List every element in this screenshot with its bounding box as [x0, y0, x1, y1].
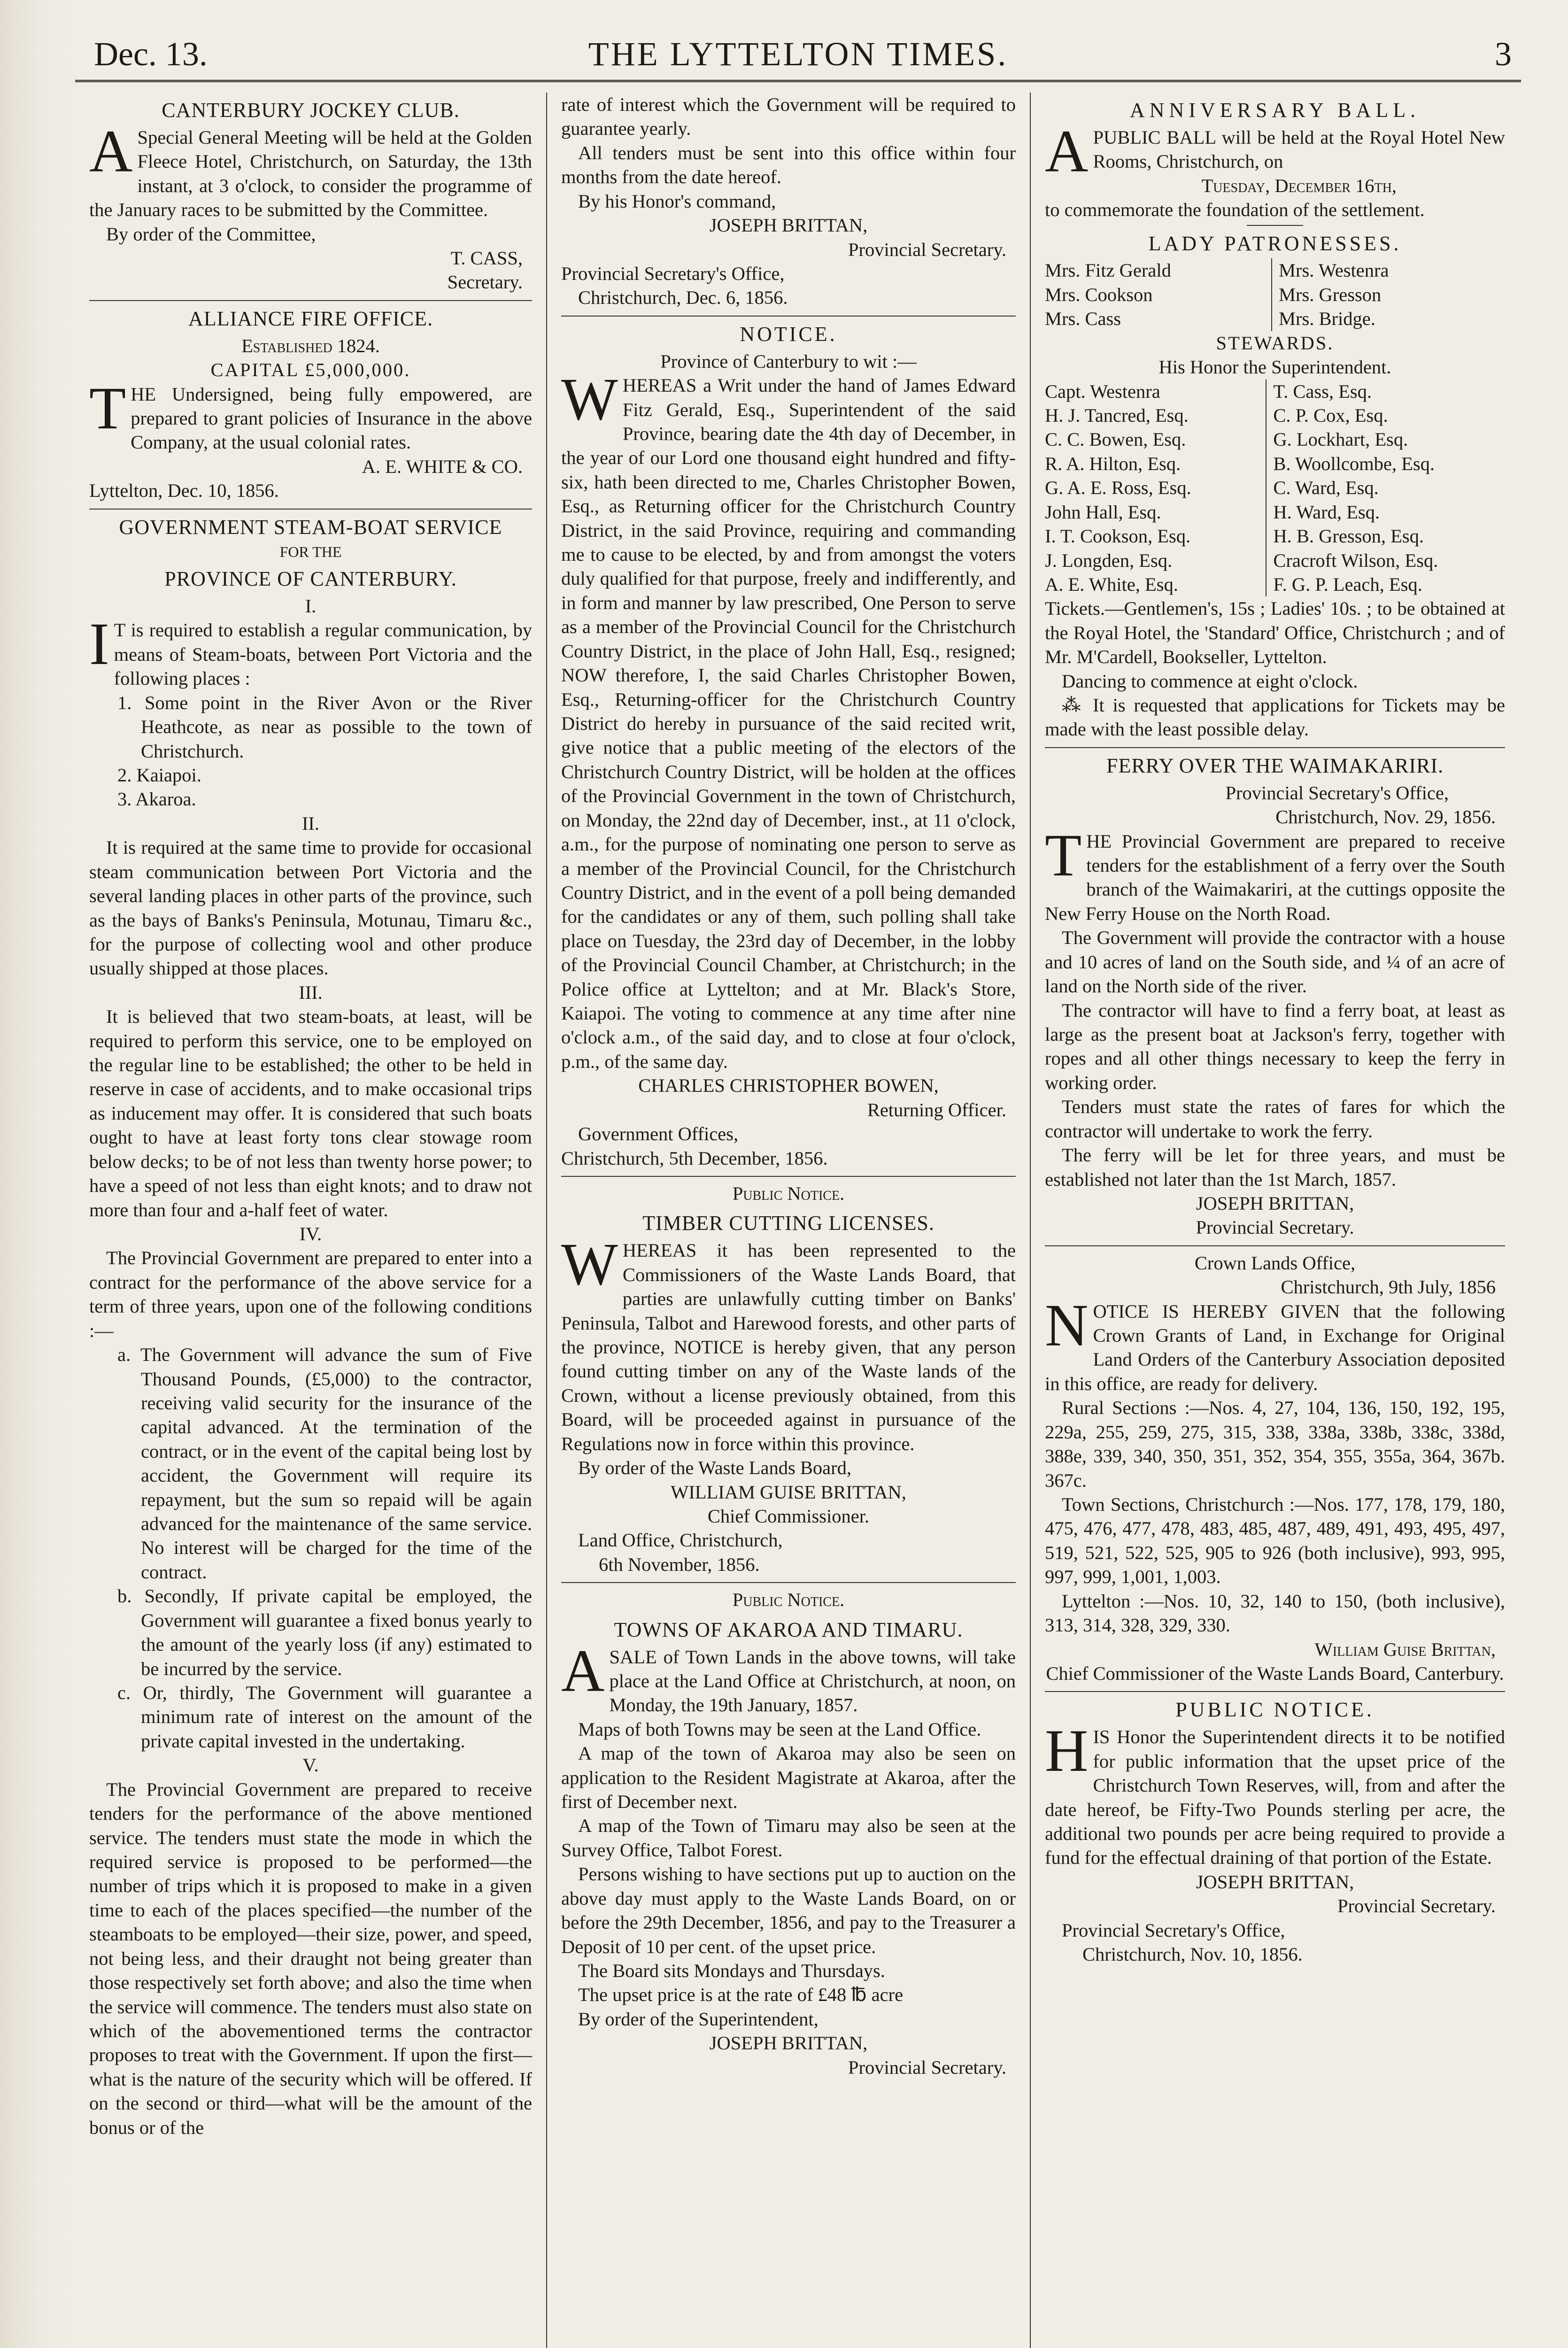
- stewards-left: [1045, 379, 1267, 597]
- election-province: Province of Canterbury to wit :—: [660, 350, 917, 372]
- towns-notice: [561, 1588, 1016, 2079]
- ferry-para: The ferry will be let for three years, and must be established not later than the 1st March, 1857.: [1045, 1144, 1505, 1190]
- fire-office-signatory: A. E. WHITE & CO.: [362, 456, 523, 477]
- steam-boat-heading: GOVERNMENT STEAM-BOAT SERVICE: [119, 515, 502, 539]
- divider: [561, 1582, 1016, 1583]
- ball-notice: [1045, 97, 1505, 741]
- steward: C. C. Bowen, Esq.: [1045, 429, 1186, 450]
- command-line: By his Honor's command,: [578, 190, 776, 212]
- timber-date: 6th November, 1856.: [599, 1553, 760, 1575]
- stewards-list: [1045, 379, 1505, 597]
- ferry-office: Provincial Secretary's Office,: [1225, 782, 1449, 803]
- patroness: Mrs. Bridge.: [1279, 308, 1375, 330]
- divider: [1045, 1691, 1505, 1692]
- crown-rural-sections: Rural Sections :—Nos. 4, 27, 104, 136, 150, 192, 195, 229a, 255, 259, 275, 315, 338, 338a, 338b, 338c, 338d, 388e, 339, 340, 350, 351, 352, 354, 355, 355a, 364, 367b. 367c.: [1045, 1397, 1505, 1491]
- public-notice-signatory: JOSEPH BRITTAN,: [1196, 1871, 1354, 1892]
- column-1: [75, 93, 547, 2348]
- patroness: Mrs. Gresson: [1279, 284, 1382, 305]
- crown-town-sections: Town Sections, Christchurch :—Nos. 177, 178, 179, 180, 475, 476, 477, 478, 483, 485, 487, 489, 491, 493, 495, 497, 519, 521, 522, 525, 905 to 926 (both inclusive), 993, 995, 997, 999, 1,001, 1,003.: [1045, 1493, 1505, 1588]
- crown-grants-notice: [1045, 1251, 1505, 1686]
- towns-para: The Board sits Mondays and Thursdays.: [578, 1960, 885, 1981]
- patronesses-list: [1045, 258, 1505, 331]
- election-office: Government Offices,: [578, 1123, 739, 1145]
- columns: [75, 93, 1521, 2348]
- jockey-club-order: By order of the Committee,: [106, 223, 316, 245]
- steward: T. Cass, Esq.: [1273, 380, 1372, 402]
- steward: A. E. White, Esq.: [1045, 573, 1178, 595]
- jockey-club-notice: [89, 97, 532, 294]
- masthead-title: THE LYTTELTON TIMES.: [588, 35, 1008, 73]
- steward: H. B. Gresson, Esq.: [1273, 525, 1424, 547]
- ball-tickets: Tickets.—Gentlemen's, 15s ; Ladies' 10s. ; to be obtained at the Royal Hotel, the 'Standard' Office, Christchurch ; and of Mr. M'Cardell, Bookseller, Lyttelton.: [1045, 598, 1505, 668]
- public-notice-label: Public Notice.: [732, 1183, 845, 1205]
- timber-title: Chief Commissioner.: [707, 1505, 870, 1527]
- steam-boat-para-4: The Provincial Government are prepared to enter into a contract for the performance of the above service for a term of three years, upon one of the following conditions :—: [89, 1247, 532, 1341]
- steward: G. Lockhart, Esq.: [1273, 429, 1408, 450]
- steam-boat-subheading: FOR THE: [279, 543, 342, 560]
- steward: C. P. Cox, Esq.: [1273, 404, 1388, 426]
- towns-body: ASALE of Town Lands in the above towns, will take place at the Land Office at Christchurch, at noon, on Monday, the 19th January, 1857.: [561, 1637, 1016, 1716]
- timber-notice: [561, 1182, 1016, 1576]
- towns-signatory: JOSEPH BRITTAN,: [709, 2032, 868, 2054]
- tender-instruction: All tenders must be sent into this office within four months from the date hereof.: [561, 142, 1016, 188]
- patroness: Mrs. Westenra: [1279, 260, 1389, 281]
- jockey-club-heading: CANTERBURY JOCKEY CLUB.: [162, 99, 460, 122]
- ferry-body: THE Provincial Government are prepared to receive tenders for the establishment of a ferry over the South branch of the Waimakariri, at the cuttings opposite the New Ferry House on the North Road.: [1045, 821, 1505, 924]
- timber-heading: TIMBER CUTTING LICENSES.: [642, 1212, 935, 1235]
- fire-office-date: Lyttelton, Dec. 10, 1856.: [89, 480, 279, 502]
- crown-lyttelton-sections: Lyttelton :—Nos. 10, 32, 140 to 150, (both inclusive), 313, 314, 328, 329, 330.: [1045, 1590, 1505, 1636]
- steam-boat-continued: [561, 93, 1016, 310]
- section-number: V.: [302, 1754, 319, 1776]
- public-notice: [1045, 1697, 1505, 1966]
- masthead-date: Dec. 13.: [94, 35, 208, 73]
- divider: [561, 316, 1016, 317]
- election-signatory: CHARLES CHRISTOPHER BOWEN,: [638, 1075, 939, 1097]
- ball-purpose: to commemorate the foundation of the settlement.: [1045, 199, 1425, 221]
- date-line: Christchurch, Dec. 6, 1856.: [578, 287, 788, 309]
- jockey-club-title: Secretary.: [447, 271, 523, 293]
- public-notice-title: Provincial Secretary.: [1337, 1895, 1496, 1917]
- steward: C. Ward, Esq.: [1273, 477, 1379, 499]
- jockey-club-signatory: T. CASS,: [450, 247, 523, 269]
- crown-date: Christchurch, 9th July, 1856: [1281, 1276, 1496, 1298]
- ball-heading: ANNIVERSARY BALL.: [1129, 99, 1421, 122]
- steward: G. A. E. Ross, Esq.: [1045, 477, 1191, 499]
- ferry-title: Provincial Secretary.: [1196, 1217, 1354, 1238]
- election-body: WHEREAS a Writ under the hand of James Edward Fitz Gerald, Esq., Superintendent of the said Province, bearing date the 4th day of December, in the year of our Lord one thousand eight hundred and fifty-six, hath been directed to me, Charles Christopher Bowen, Esq., as Returning officer for the Christchurch Country District, in the said Province, requiring and commanding me to cause to be elected, by and from amongst the voters duly qualified for that purpose, freely and indifferently, and in form and manner by law prescribed, One Person to serve as a member of the Provincial Council for the Christchurch Country District, in the place of John Hall, Esq., resigned; NOW therefore, I, the said Charles Christopher Bowen, Esq., Returning-officer for the Christchurch Country District do hereby in pursuance of the said recited writ, give notice that a public meeting of the electors of the Christchurch Country District, will be holden at the offices of the Provincial Government in the town of Christchurch, on Monday, the 22nd day of December, inst., at 11 o'clock, a.m., for the purpose of nominating one person to serve as a member of the Provincial Council, for the Christchurch Country District, and in the event of a poll being demanded for the candidates or any of them, such polling shall take place on Tuesday, the 23rd day of December, in the lobby of the Provincial Council Chamber, at Christchurch; in the Police office at Lyttelton; and at Mr. Black's Store, Kaiapoi. The voting to commence at any time after nine o'clock a.m., of the said day, and to close at four o'clock, p.m., of the same day.: [561, 366, 1016, 1072]
- divider: [561, 1176, 1016, 1177]
- steward: John Hall, Esq.: [1045, 501, 1161, 523]
- masthead-page-number: 3: [1495, 35, 1512, 73]
- patronesses-right: [1272, 258, 1505, 331]
- ball-body: APUBLIC BALL will be held at the Royal Hotel New Rooms, Christchurch, on: [1045, 117, 1505, 185]
- towns-para: A map of the town of Akaroa may also be seen on application to the Resident Magistrate at Akaroa, after the first of December next.: [561, 1743, 1016, 1813]
- column-3: [1031, 93, 1519, 2348]
- section-number: I.: [305, 595, 317, 617]
- steward: F. G. P. Leach, Esq.: [1273, 573, 1422, 595]
- election-title: Returning Officer.: [867, 1099, 1006, 1120]
- patroness: Mrs. Cookson: [1045, 284, 1153, 305]
- timber-order: By order of the Waste Lands Board,: [578, 1457, 851, 1479]
- public-notice-heading: PUBLIC NOTICE.: [1175, 1698, 1375, 1722]
- patronesses-heading: LADY PATRONESSES.: [1148, 232, 1402, 255]
- divider: [89, 509, 532, 510]
- crown-office: Crown Lands Office,: [1194, 1252, 1356, 1274]
- steward: H. Ward, Esq.: [1273, 501, 1380, 523]
- column-2: [547, 93, 1031, 2348]
- patronesses-left: [1045, 258, 1272, 331]
- steward: Capt. Westenra: [1045, 380, 1160, 402]
- condition-item: a. The Government will advance the sum of Five Thousand Pounds, (£5,000) to the contractor, receiving valid security for the insurance of the capital advanced. At the termination of the contract, or in the event of the capital being lost by accident, the Government will require its repayment, but the sum so repaid will be again advanced for the maintenance of the same service. No interest will be charged for the time of the contract.: [117, 1344, 532, 1583]
- steam-boat-para-1: IT is required to establish a regular communication, by means of Steam-boats, between Port Victoria and the following places :: [89, 610, 532, 689]
- steam-boat-para-2: It is required at the same time to provide for occasional steam communication between Port Victoria and the several landing places in other parts of the province, such as the bays of Banks's Peninsula, Motunau, Timaru &c., for the purpose of collecting wool and other produce usually shipped at those places.: [89, 837, 532, 979]
- place-item: 2. Kaiapoi.: [117, 764, 201, 786]
- ferry-heading: FERRY OVER THE WAIMAKARIRI.: [1106, 754, 1444, 777]
- stewards-right: [1267, 379, 1438, 597]
- ferry-para: The contractor will have to find a ferry boat, at least as large as the present boat at Jackson's ferry, together with ropes and all other things necessary to keep the ferry in working order.: [1045, 999, 1505, 1093]
- section-number: II.: [301, 812, 320, 834]
- fire-office-capital: CAPITAL £5,000,000.: [210, 359, 411, 381]
- divider: [1247, 225, 1303, 226]
- condition-item: b. Secondly, If private capital be employed, the Government will guarantee a fixed bonus yearly to the amount of the yearly loss (if any) estimated to be incurred by the service.: [117, 1585, 532, 1679]
- continued-text: rate of interest which the Government will be required to guarantee yearly.: [561, 94, 1016, 139]
- stewards-lead: His Honor the Superintendent.: [1159, 356, 1391, 378]
- steward: I. T. Cookson, Esq.: [1045, 525, 1191, 547]
- steam-boat-province: PROVINCE OF CANTERBURY.: [164, 567, 457, 591]
- ferry-signatory: JOSEPH BRITTAN,: [1196, 1192, 1354, 1214]
- crown-signatory: William Guise Brittan,: [1314, 1638, 1496, 1660]
- election-heading: NOTICE.: [740, 322, 837, 346]
- fire-office-notice: [89, 306, 532, 503]
- fire-office-heading: ALLIANCE FIRE OFFICE.: [188, 307, 433, 330]
- election-date: Christchurch, 5th December, 1856.: [561, 1147, 828, 1169]
- ball-date: Tuesday, December 16th,: [1201, 175, 1397, 196]
- election-notice: [561, 321, 1016, 1170]
- divider: [1045, 1245, 1505, 1246]
- place-item: 1. Some point in the River Avon or the River Heathcote, as near as possible to the town of Christchurch.: [117, 692, 532, 762]
- steam-boat-para-3: It is believed that two steam-boats, at least, will be required to perform this service, one to be employed on the regular line to be established; the other to be held in reserve in case of accidents, and to make occasional trips as inducement may offer. It is considered that such boats ought to have at least forty tons clear stowage room below decks; to be of not less than twenty horse power; to have a speed of not less than eight knots; and to draw not more than four and a-half feet of water.: [89, 1006, 532, 1220]
- towns-title: Provincial Secretary.: [848, 2056, 1006, 2078]
- steam-boat-notice: [89, 514, 532, 2139]
- jockey-club-body: ASpecial General Meeting will be held at the Golden Fleece Hotel, Christchurch, on Saturday, the 13th instant, at 3 o'clock, to consider the programme of the January races to be submitted by the Committee.: [89, 117, 532, 221]
- ball-dancing: Dancing to commence at eight o'clock.: [1062, 670, 1358, 692]
- page-spine-shadow: [0, 0, 70, 2348]
- section-number: IV.: [299, 1223, 322, 1244]
- public-notice-date: Christchurch, Nov. 10, 1856.: [1082, 1944, 1303, 1965]
- timber-signatory: WILLIAM GUISE BRITTAN,: [671, 1481, 906, 1503]
- patroness: Mrs. Cass: [1045, 308, 1121, 330]
- divider: [89, 300, 532, 301]
- signatory-title: Provincial Secretary.: [848, 239, 1006, 260]
- towns-heading: TOWNS OF AKAROA AND TIMARU.: [614, 1618, 963, 1641]
- masthead: [75, 28, 1521, 82]
- crown-title: Chief Commissioner of the Waste Lands Board, Canterbury.: [1046, 1662, 1504, 1684]
- crown-body: NOTICE IS HEREBY GIVEN that the following Crown Grants of Land, in Exchange for Original Land Orders of the Canterbury Association deposited in this office, are ready for delivery.: [1045, 1291, 1505, 1394]
- office-line: Provincial Secretary's Office,: [561, 263, 785, 284]
- steward: J. Longden, Esq.: [1045, 549, 1173, 571]
- stewards-heading: STEWARDS.: [1216, 332, 1334, 354]
- towns-para: Persons wishing to have sections put up to auction on the above day must apply to the Waste Lands Board, on or before the 29th December, 1856, and pay to the Treasurer a Deposit of 10 per cent. of the upset price.: [561, 1863, 1016, 1957]
- ferry-notice: [1045, 753, 1505, 1240]
- fire-office-body: THE Undersigned, being fully empowered, are prepared to grant policies of Insurance in the above Company, at the usual colonial rates.: [89, 374, 532, 453]
- timber-body: WHEREAS it has been represented to the Commissioners of the Waste Lands Board, that parties are unlawfully cutting timber on Banks' Peninsula, Talbot and Harewood forests, and other parts of the province, NOTICE is hereby given, that any person found cutting timber on any of the Waste lands of the Crown, without a license previously obtained, from this Board, will be proceeded against in pursuance of the Regulations now in force within this province.: [561, 1231, 1016, 1454]
- timber-office: Land Office, Christchurch,: [578, 1529, 783, 1551]
- towns-para: A map of the Town of Timaru may also be seen at the Survey Office, Talbot Forest.: [561, 1815, 1016, 1861]
- fire-office-established: Established 1824.: [241, 335, 380, 356]
- ferry-date: Christchurch, Nov. 29, 1856.: [1275, 806, 1496, 828]
- towns-order: By order of the Superintendent,: [578, 2008, 819, 2030]
- steward: B. Woollcombe, Esq.: [1273, 453, 1435, 474]
- ferry-para: The Government will provide the contractor with a house and 10 acres of land on the South side, and ¼ of an acre of land on the North side of the river.: [1045, 927, 1505, 997]
- public-notice-office: Provincial Secretary's Office,: [1062, 1919, 1285, 1941]
- towns-para: Maps of both Towns may be seen at the Land Office.: [578, 1718, 981, 1740]
- steam-boat-para-5: The Provincial Government are prepared to receive tenders for the performance of the above mentioned service. The tenders must state the mode in which the required service is proposed to be performed—the number of trips which it is proposed to make in a given time to each of the places specified—the number of the steamboats to be employed—their size, power, and speed, not being less, and their draught not being greater than those respectively set forth above; and also the time when the service will commence. The tenders must also state on which of the abovementioned terms the contractor proposes to treat with the Government. If upon the first—what is the nature of the security which will be offered. If on the second or third—what will be the amount of the bonus or of the: [89, 1778, 532, 2138]
- patroness: Mrs. Fitz Gerald: [1045, 260, 1171, 281]
- place-item: 3. Akaroa.: [117, 788, 196, 810]
- condition-item: c. Or, thirdly, The Government will guarantee a minimum rate of interest on the amount of the private capital invested in the undertaking.: [117, 1682, 532, 1752]
- steward: H. J. Tancred, Esq.: [1045, 404, 1189, 426]
- towns-para: The upset price is at the rate of £48 ℔ acre: [578, 1984, 904, 2006]
- steward: R. A. Hilton, Esq.: [1045, 453, 1181, 474]
- steward: Cracroft Wilson, Esq.: [1273, 549, 1438, 571]
- divider: [1045, 747, 1505, 748]
- public-notice-label: Public Notice.: [732, 1589, 845, 1611]
- ball-request: ⁂ It is requested that applications for Tickets may be made with the least possible delay.: [1045, 695, 1505, 740]
- ferry-para: Tenders must state the rates of fares for which the contractor will undertake to work the ferry.: [1045, 1096, 1505, 1142]
- signatory: JOSEPH BRITTAN,: [709, 215, 868, 236]
- section-number: III.: [299, 981, 323, 1003]
- public-notice-body: HIS Honor the Superintendent directs it to be notified for public information that the upset price of the Christchurch Town Reserves, will, from and after the date hereof, be Fifty-Two Pounds sterling per acre, the additional two pounds per acre being required to provide a fund for the effectual draining of that portion of the Estate.: [1045, 1717, 1505, 1869]
